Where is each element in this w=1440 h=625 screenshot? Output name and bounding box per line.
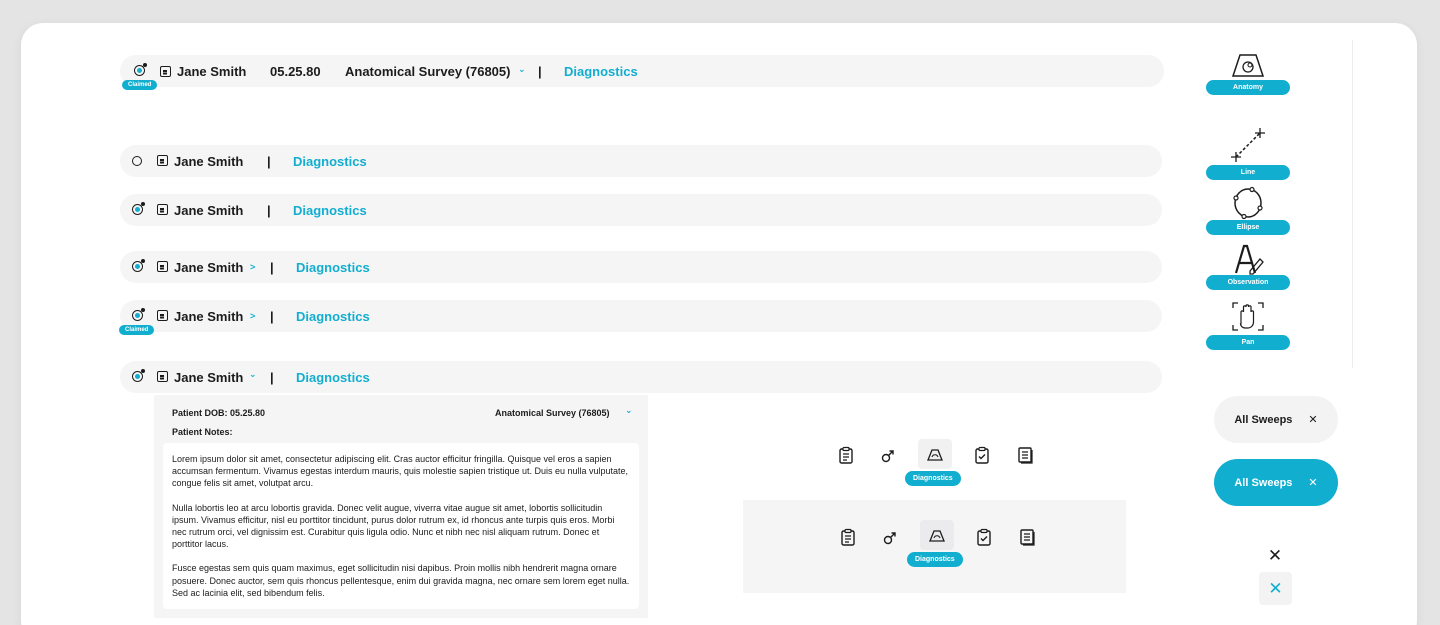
tool-label: Ellipse bbox=[1206, 220, 1290, 235]
document-icon bbox=[157, 155, 168, 166]
patient-dob: 05.25.80 bbox=[270, 64, 321, 79]
notes-paragraph: Lorem ipsum dolor sit amet, consectetur adipiscing elit. Cras auctor efficitur fringilla. Quisque vel eros a sapien accumsan fermentum. Vivamus egestas interdum mauris, quis molestie sapien tristique ut. Duis eu nulla vulputate, congue felis sit amet, volutpat arcu. bbox=[172, 454, 629, 489]
separator: | bbox=[270, 370, 274, 385]
patient-name: Jane Smith bbox=[174, 203, 244, 218]
patient-row[interactable] bbox=[120, 300, 1162, 332]
patient-row[interactable] bbox=[120, 194, 1162, 226]
claimed-status-icon[interactable] bbox=[132, 371, 143, 382]
survey-label[interactable]: Anatomical Survey (76805) bbox=[345, 64, 511, 79]
notes-icon[interactable] bbox=[1016, 446, 1034, 464]
claimed-status-icon[interactable] bbox=[134, 65, 145, 76]
sweep-label: All Sweeps bbox=[1234, 413, 1293, 426]
separator: | bbox=[267, 154, 271, 169]
tool-label: Observation bbox=[1206, 275, 1290, 290]
all-sweeps-chip-active[interactable] bbox=[1214, 459, 1338, 506]
gender-icon[interactable] bbox=[879, 447, 897, 465]
patient-name: Jane Smith bbox=[174, 154, 244, 169]
patient-name: Jane Smith bbox=[177, 64, 247, 79]
chevron-down-icon[interactable]: ⌄ bbox=[249, 369, 257, 379]
diagnostics-link[interactable]: Diagnostics bbox=[296, 309, 370, 324]
tool-label: Pan bbox=[1206, 335, 1290, 350]
claimed-status-icon[interactable] bbox=[132, 204, 143, 215]
diagnostics-link[interactable]: Diagnostics bbox=[293, 203, 367, 218]
tool-label: Line bbox=[1206, 165, 1290, 180]
patient-row[interactable] bbox=[120, 361, 1162, 393]
radio-icon[interactable] bbox=[132, 156, 142, 166]
notes-icon[interactable] bbox=[1018, 528, 1036, 546]
separator: | bbox=[538, 64, 542, 79]
close-icon[interactable]: ✕ bbox=[1308, 414, 1318, 426]
separator: | bbox=[270, 309, 274, 324]
claimed-status-icon[interactable] bbox=[132, 310, 143, 321]
close-icon[interactable]: ✕ bbox=[1267, 546, 1283, 565]
claimed-status-icon[interactable] bbox=[132, 261, 143, 272]
clipboard-icon[interactable] bbox=[839, 528, 857, 546]
tool-panel-divider bbox=[1352, 40, 1353, 368]
diagnostics-link[interactable]: Diagnostics bbox=[296, 260, 370, 275]
gender-icon[interactable] bbox=[881, 529, 899, 547]
notes-paragraph: Fusce egestas sem quis quam maximus, eget sollicitudin nisi dapibus. Proin mollis nibh hendrerit magna ornare posuere. Donec auctor, sem quis rhoncus pellentesque, enim dui gravida magna, nec ornare sem lorem eget nulla. Sed ac lacinia elit, sed bibendum felis. bbox=[172, 563, 630, 598]
tool-line[interactable] bbox=[1206, 127, 1290, 180]
clipboard-icon[interactable] bbox=[837, 446, 855, 464]
document-icon bbox=[157, 261, 168, 272]
tool-ellipse[interactable] bbox=[1206, 186, 1290, 235]
hand-pan-icon bbox=[1230, 300, 1266, 333]
diagnostics-pill[interactable]: Diagnostics bbox=[907, 552, 963, 567]
document-icon bbox=[157, 204, 168, 215]
ellipse-icon bbox=[1230, 186, 1266, 220]
document-icon bbox=[157, 310, 168, 321]
tool-label: Anatomy bbox=[1206, 80, 1290, 95]
patient-name: Jane Smith bbox=[174, 260, 244, 275]
diagnostics-link[interactable]: Diagnostics bbox=[293, 154, 367, 169]
text-annotation-icon bbox=[1230, 243, 1266, 275]
chevron-down-icon[interactable]: ⌄ bbox=[518, 64, 526, 74]
claimed-badge: Claimed bbox=[122, 80, 157, 90]
patient-name: Jane Smith bbox=[174, 370, 244, 385]
document-icon bbox=[157, 371, 168, 382]
chevron-right-icon[interactable]: > bbox=[250, 311, 256, 321]
checklist-icon[interactable] bbox=[973, 446, 991, 464]
patient-dob-label: Patient DOB: 05.25.80 bbox=[172, 408, 266, 418]
patient-name: Jane Smith bbox=[174, 309, 244, 324]
claimed-badge: Claimed bbox=[119, 325, 154, 335]
diagnostics-link[interactable]: Diagnostics bbox=[296, 370, 370, 385]
chevron-right-icon[interactable]: > bbox=[250, 262, 256, 272]
ultrasound-icon bbox=[1230, 52, 1266, 78]
notes-paragraph: Nulla lobortis leo at arcu lobortis gravida. Donec velit augue, viverra vitae augue sit amet, lobortis sollicitudin ipsum. Vivamus efficitur, nisl eu porttitor tincidunt, purus dolor rutrum ex, id rhoncus ante turpis quis eros. Morbi nec rutrum orci, vel dignissim est. Curabitur quis ligula odio. Nunc et nibh nec nisl aliquam rutrum. Donec et porttitor lacus. bbox=[172, 502, 615, 550]
diagnostics-link[interactable]: Diagnostics bbox=[564, 64, 638, 79]
patient-detail-panel bbox=[154, 395, 648, 618]
separator: | bbox=[270, 260, 274, 275]
document-icon bbox=[160, 66, 171, 77]
line-measure-icon bbox=[1228, 127, 1268, 163]
tool-observation[interactable] bbox=[1206, 243, 1290, 290]
close-icon[interactable]: ✕ bbox=[1308, 477, 1318, 489]
ultrasound-icon[interactable] bbox=[928, 527, 946, 545]
separator: | bbox=[267, 203, 271, 218]
checklist-icon[interactable] bbox=[975, 528, 993, 546]
tool-anatomy[interactable] bbox=[1206, 52, 1290, 95]
sweep-label: All Sweeps bbox=[1234, 476, 1293, 489]
patient-row[interactable] bbox=[120, 251, 1162, 283]
diagnostics-pill[interactable]: Diagnostics bbox=[905, 471, 961, 486]
close-icon-hover[interactable]: ✕ bbox=[1259, 572, 1292, 605]
ultrasound-icon[interactable] bbox=[926, 446, 944, 464]
patient-row[interactable] bbox=[120, 55, 1164, 87]
survey-select[interactable]: Anatomical Survey (76805) bbox=[495, 408, 610, 418]
all-sweeps-chip[interactable] bbox=[1214, 396, 1338, 443]
patient-notes-label: Patient Notes: bbox=[172, 427, 233, 437]
patient-row[interactable] bbox=[120, 145, 1162, 177]
tool-pan[interactable] bbox=[1206, 300, 1290, 350]
patient-notes-text[interactable] bbox=[163, 443, 639, 609]
chevron-down-icon[interactable]: ⌄ bbox=[625, 405, 633, 415]
